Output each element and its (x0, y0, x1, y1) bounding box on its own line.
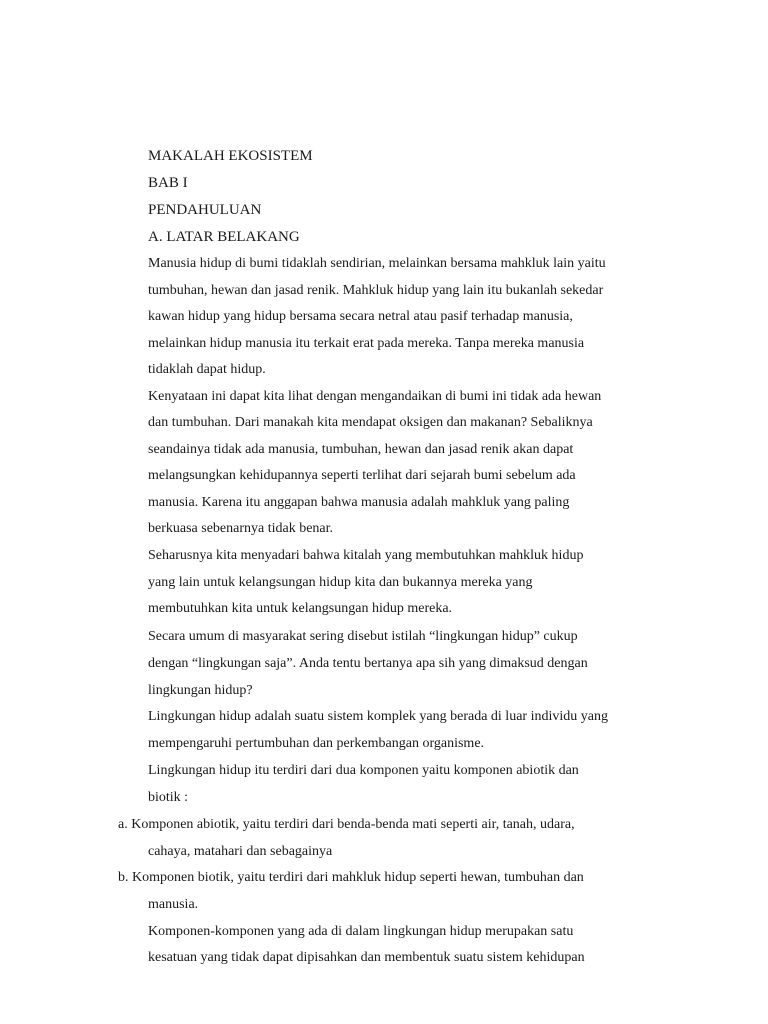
body-line: Seharusnya kita menyadari bahwa kitalah yang membutuhkan mahkluk hidup (148, 548, 584, 563)
body-line: tidaklah dapat hidup. (148, 362, 266, 377)
body-line: berkuasa sebenarnya tidak benar. (148, 521, 334, 536)
body-line: kesatuan yang tidak dapat dipisahkan dan membentuk suatu sistem kehidupan (148, 950, 585, 965)
body-line: mempengaruhi pertumbuhan dan perkembangan organisme. (148, 736, 485, 751)
body-line: melainkan hidup manusia itu terkait erat pada mereka. Tanpa mereka manusia (148, 336, 585, 351)
body-line: manusia. Karena itu anggapan bahwa manusia adalah mahkluk yang paling (148, 495, 570, 510)
body-line: tumbuhan, hewan dan jasad renik. Mahkluk hidup yang lain itu bukanlah sekedar (148, 283, 604, 298)
body-line: melangsungkan kehidupannya seperti terlihat dari sejarah bumi sebelum ada (148, 468, 576, 483)
body-line: seandainya tidak ada manusia, tumbuhan, hewan dan jasad renik akan dapat (148, 442, 574, 457)
body-line: dan tumbuhan. Dari manakah kita mendapat oksigen dan makanan? Sebaliknya (148, 415, 593, 430)
body-line: kawan hidup yang hidup bersama secara netral atau pasif terhadap manusia, (148, 309, 573, 324)
list-item-abiotik: a. Komponen abiotik, yaitu terdiri dari benda-benda mati seperti air, tanah, udara, (118, 817, 575, 832)
body-line: yang lain untuk kelangsungan hidup kita dan bukannya mereka yang (148, 575, 533, 590)
body-line: lingkungan hidup? (148, 683, 253, 698)
body-line: biotik : (148, 790, 189, 805)
body-line: membutuhkan kita untuk kelangsungan hidup mereka. (148, 601, 453, 616)
body-line: dengan “lingkungan saja”. Anda tentu bertanya apa sih yang dimaksud dengan (148, 656, 588, 671)
list-item-continuation: manusia. (148, 897, 199, 912)
body-line: Manusia hidup di bumi tidaklah sendirian, melainkan bersama mahkluk lain yaitu (148, 256, 606, 271)
list-item-biotik: b. Komponen biotik, yaitu terdiri dari mahkluk hidup seperti hewan, tumbuhan dan (118, 870, 584, 885)
document-title: MAKALAH EKOSISTEM (148, 148, 313, 164)
body-line: Kenyataan ini dapat kita lihat dengan mengandaikan di bumi ini tidak ada hewan (148, 389, 602, 404)
body-line: Secara umum di masyarakat sering disebut istilah “lingkungan hidup” cukup (148, 629, 578, 644)
chapter-title: PENDAHULUAN (148, 202, 262, 218)
body-line: Lingkungan hidup itu terdiri dari dua komponen yaitu komponen abiotik dan (148, 763, 579, 778)
body-line: Lingkungan hidup adalah suatu sistem komplek yang berada di luar individu yang (148, 709, 608, 724)
body-line: Komponen-komponen yang ada di dalam lingkungan hidup merupakan satu (148, 924, 574, 939)
chapter-label: BAB I (148, 175, 188, 191)
list-item-continuation: cahaya, matahari dan sebagainya (148, 844, 333, 859)
section-title: A. LATAR BELAKANG (148, 229, 300, 245)
